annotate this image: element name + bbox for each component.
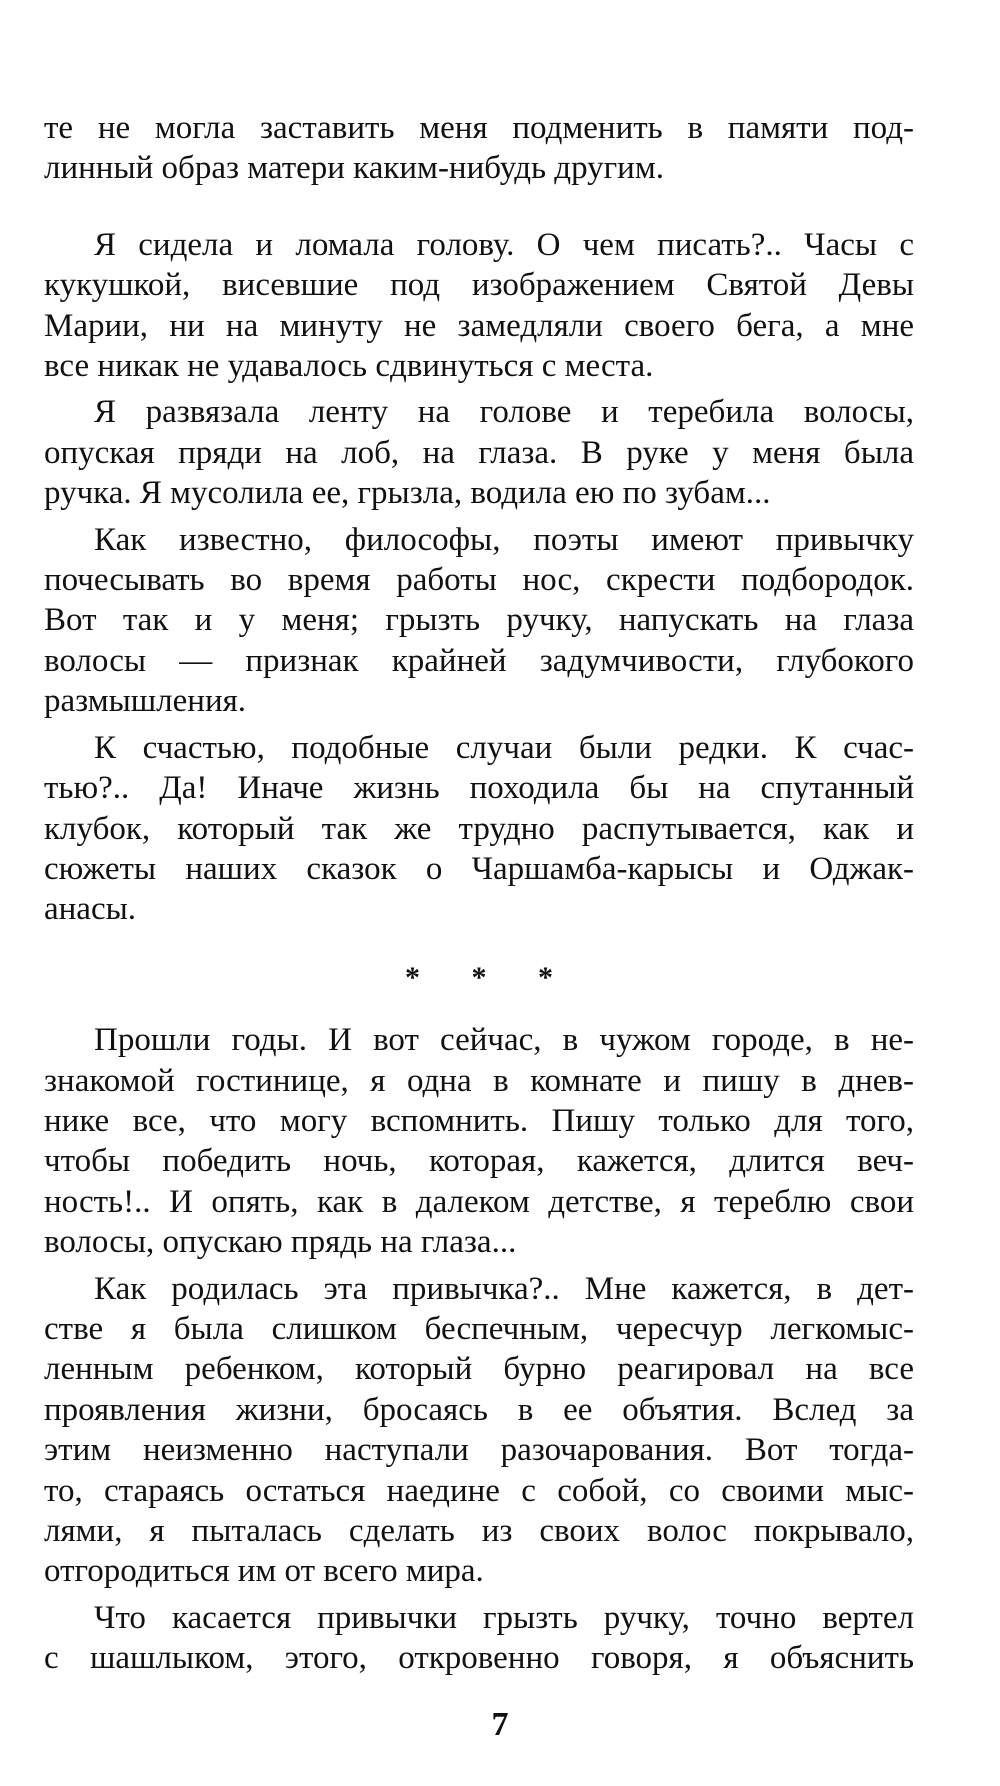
text-line: Как известно, философы, поэты имеют привычку bbox=[94, 521, 914, 558]
paragraph bbox=[44, 1269, 914, 1592]
text-line: сюжеты наших сказок о Чаршамба-карысы и Оджак- bbox=[44, 850, 914, 887]
section-separator: * * * bbox=[405, 960, 575, 994]
text-line: Что касается привычки грызть ручку, точно вертел bbox=[94, 1599, 914, 1636]
text-line: отгородиться им от всего мира. bbox=[44, 1553, 484, 1590]
text-line: все никак не удавалось сдвинуться с места. bbox=[44, 348, 654, 385]
text-line: почесывать во время работы нос, скрести подбородок. bbox=[44, 562, 914, 599]
paragraph bbox=[44, 225, 914, 387]
paragraph bbox=[44, 108, 914, 189]
text-line: знакомой гостинице, я одна в комнате и пишу в днев- bbox=[44, 1062, 914, 1099]
text-line: Я развязала ленту на голове и теребила волосы, bbox=[94, 394, 914, 431]
text-line: тью?.. Да! Иначе жизнь походила бы на спутанный bbox=[44, 770, 914, 807]
text-line: стве я была слишком беспечным, чересчур легкомыс- bbox=[44, 1310, 914, 1347]
text-line: К счастью, подобные случаи были редки. К счас- bbox=[94, 729, 914, 766]
text-line: Марии, ни на минуту не замедляли своего бега, а мне bbox=[44, 307, 914, 344]
text-line: волосы, опускаю прядь на глаза... bbox=[44, 1224, 517, 1261]
paragraph bbox=[44, 728, 914, 930]
text-line: клубок, который так же трудно распутывается, как и bbox=[44, 810, 914, 847]
text-line: Вот так и у меня; грызть ручку, напускать на глаза bbox=[44, 602, 914, 639]
text-line: кукушкой, висевшие под изображением Святой Девы bbox=[44, 267, 914, 304]
text-line: Как родилась эта привычка?.. Мне кажется, в дет- bbox=[94, 1270, 914, 1307]
text-line: Прошли годы. И вот сейчас, в чужом городе, в не- bbox=[94, 1022, 914, 1059]
text-line: опуская пряди на лоб, на глаза. В руке у меня была bbox=[44, 434, 914, 471]
text-line: этим неизменно наступали разочарования. Вот тогда- bbox=[44, 1432, 914, 1469]
paragraph bbox=[44, 1020, 914, 1262]
paragraph bbox=[44, 520, 914, 722]
text-line: проявления жизни, бросаясь в ее объятия. Вслед за bbox=[44, 1391, 914, 1428]
body-text bbox=[44, 108, 914, 1679]
text-line: нике все, что могу вспомнить. Пишу только для того, bbox=[44, 1102, 914, 1139]
text-line: размышления. bbox=[44, 683, 247, 720]
text-line: ленным ребенком, который бурно реагировал на все bbox=[44, 1351, 914, 1388]
text-line: волосы — признак крайней задумчивости, глубокого bbox=[44, 642, 914, 679]
page-number: 7 bbox=[491, 1706, 509, 1743]
text-line: ручка. Я мусолила ее, грызла, водила ею по зубам... bbox=[44, 475, 771, 512]
text-line: чтобы победить ночь, которая, кажется, длится веч- bbox=[44, 1143, 914, 1180]
paragraph bbox=[44, 1598, 914, 1679]
text-line: те не могла заставить меня подменить в памяти под- bbox=[44, 110, 914, 146]
paragraph bbox=[44, 392, 914, 513]
text-line: линный образ матери каким-нибудь другим. bbox=[44, 150, 664, 187]
text-line: Я сидела и ломала голову. О чем писать?.. Часы с bbox=[94, 226, 914, 263]
text-line: то, стараясь остаться наедине с собой, со своими мыс- bbox=[44, 1472, 914, 1509]
text-line: анасы. bbox=[44, 891, 137, 928]
text-line: лями, я пыталась сделать из своих волос покрывало, bbox=[44, 1513, 914, 1549]
text-line: с шашлыком, этого, откровенно говоря, я объяснить bbox=[44, 1640, 914, 1677]
text-line: ность!.. И опять, как в далеком детстве, я тереблю свои bbox=[44, 1183, 914, 1220]
